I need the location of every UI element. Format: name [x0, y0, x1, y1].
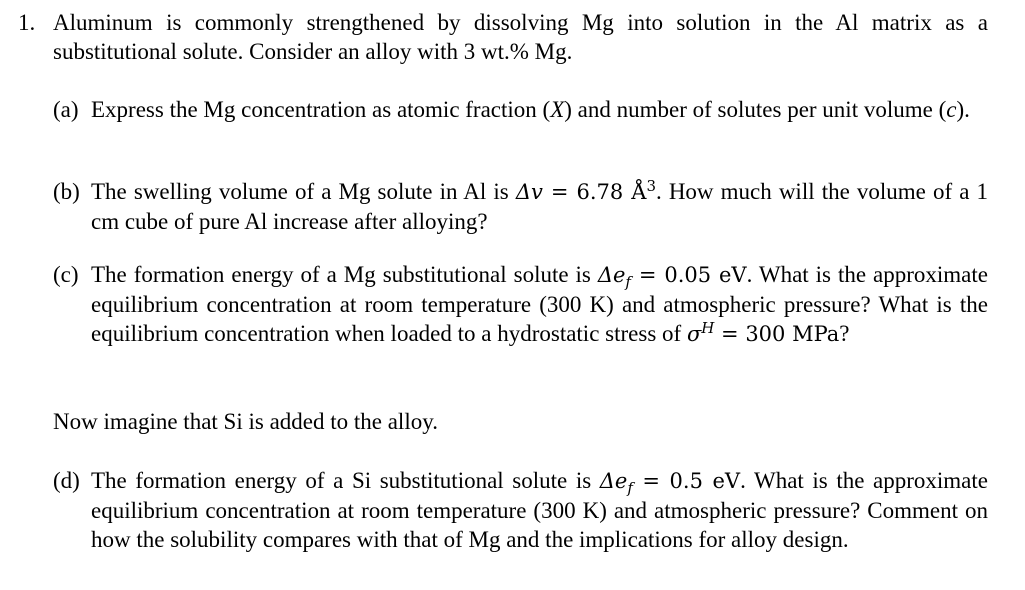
delta-e-subscript-si: f: [627, 479, 633, 498]
part-d: [53, 466, 988, 554]
part-c: [53, 260, 988, 349]
formation-energy-mg-value: = 0.05 eV: [630, 263, 747, 287]
part-b-text: [91, 177, 988, 236]
part-a: [53, 95, 988, 124]
hydrostatic-stress-math: [686, 319, 840, 346]
part-d-text: [91, 466, 988, 554]
part-c-text: [91, 260, 988, 349]
formation-energy-mg-math: [597, 263, 747, 292]
swelling-volume-value: = 6.78 Å: [542, 180, 647, 204]
part-a-text-3: ).: [956, 97, 970, 122]
question-intro: Aluminum is commonly strengthened by dissolving Mg into solution in the Al matrix as a substitutional solute. Consider an alloy with 3 wt.% Mg.: [53, 10, 988, 64]
part-b-label: (b): [53, 179, 80, 204]
part-d-text-2: . What is the approximate equilibrium concentration at room temperature (300 K) and atmospheric pressure? Comment on how the solubility compares with that of Mg and the implications for alloy design.: [91, 468, 988, 552]
part-b: [53, 177, 988, 236]
delta-e-subscript: f: [625, 273, 631, 292]
part-c-text-2: . What is the approximate equilibrium concentration at room temperature (300 K) and atmospheric pressure? What is the equilibrium concentration when loaded to a hydrostatic stress of: [91, 262, 988, 346]
part-a-text-1: Express the Mg concentration as atomic fraction (: [91, 97, 551, 122]
question-number: 1.: [18, 10, 36, 35]
part-b-text-1: The swelling volume of a Mg solute in Al is: [91, 179, 516, 204]
swelling-volume-math: [515, 177, 656, 204]
var-c: c: [946, 97, 957, 122]
hydrostatic-stress-value: = 300 MPa: [714, 322, 840, 346]
sigma-superscript: H: [701, 319, 715, 337]
var-x: X: [550, 97, 565, 122]
delta-v-symbol: Δv: [515, 180, 543, 204]
part-c-text-1: The formation energy of a Mg substitutional solute is: [91, 262, 598, 287]
part-a-text-2: ) and number of solutes per unit volume (: [564, 97, 947, 122]
sigma-symbol: σ: [686, 322, 702, 346]
cubed-exponent: 3: [646, 177, 656, 195]
delta-e-symbol: Δe: [597, 263, 626, 287]
formation-energy-si-math: [599, 469, 741, 498]
part-c-label: (c): [53, 262, 79, 287]
delta-e-symbol-si: Δe: [599, 469, 628, 493]
si-interlude: Now imagine that Si is added to the alloy.: [53, 409, 438, 434]
part-a-text: [91, 95, 988, 124]
part-b-text-2: . How much will the volume of a 1 cm cube of pure Al increase after alloying?: [91, 179, 989, 234]
formation-energy-si-value: = 0.5 eV: [632, 469, 741, 493]
part-c-text-3: ?: [839, 321, 850, 346]
part-d-label: (d): [53, 468, 80, 493]
part-d-text-1: The formation energy of a Si substitutional solute is: [91, 468, 600, 493]
part-a-label: (a): [53, 97, 79, 122]
